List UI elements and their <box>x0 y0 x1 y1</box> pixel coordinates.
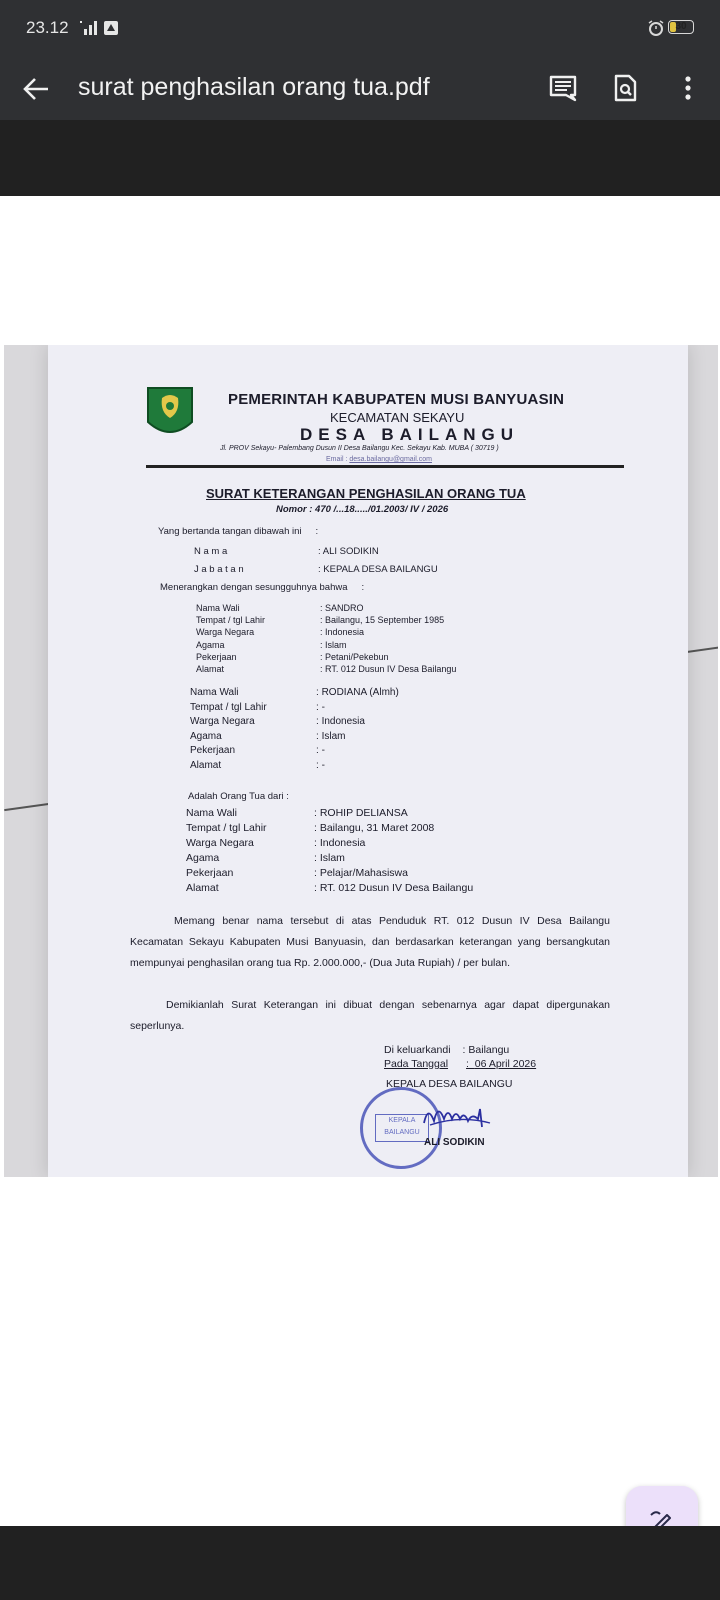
kop-email-value: desa.bailangu@gmail.com <box>349 456 432 463</box>
info-row <box>190 730 346 742</box>
info-value: : Bailangu, 31 Maret 2008 <box>314 822 435 834</box>
status-time: 23.12 <box>26 18 69 37</box>
regency-logo-icon <box>144 384 196 444</box>
info-label: Alamat <box>190 759 222 771</box>
info-value: : RODIANA (Almh) <box>316 687 399 698</box>
file-title: surat penghasilan orang tua.pdf <box>78 73 430 101</box>
info-label: Agama <box>196 639 225 650</box>
info-label: J a b a t a n <box>194 564 244 575</box>
info-row <box>196 639 347 650</box>
info-row <box>194 546 379 557</box>
info-label: Nama Wali <box>190 687 239 698</box>
declare-line: Menerangkan dengan sesungguhnya bahwa : <box>160 582 365 593</box>
info-label: Tempat / tgl Lahir <box>196 615 266 626</box>
kop-divider <box>146 465 624 468</box>
info-row <box>196 627 365 638</box>
back-arrow-icon[interactable] <box>20 75 52 103</box>
letter-title: SURAT KETERANGAN PENGHASILAN ORANG TUA <box>206 486 526 501</box>
battery-icon <box>668 20 694 34</box>
info-value: : RT. 012 Dusun IV Desa Bailangu <box>320 664 457 674</box>
info-row <box>186 822 435 834</box>
document-photo <box>4 345 718 1177</box>
kop-email <box>326 456 432 463</box>
child-intro: Adalah Orang Tua dari : <box>188 791 289 802</box>
info-value: : KEPALA DESA BAILANGU <box>318 564 438 575</box>
info-value: : SANDRO <box>320 603 364 613</box>
kop-address: Jl. PROV Sekayu- Palembang Dusun II Desa Bailangu Kec. Sekayu Kab. MUBA ( 30719 ) <box>220 445 499 452</box>
info-row <box>186 882 474 894</box>
info-value: : - <box>316 759 325 771</box>
kop-line-2: KECAMATAN SEKAYU <box>330 410 465 425</box>
date-line: Pada Tanggal : 06 April 2026 <box>384 1058 537 1070</box>
battery-level: 30 <box>675 21 687 32</box>
info-value: : - <box>316 701 325 713</box>
info-row <box>190 759 325 771</box>
letter-number: Nomor : 470 /...18...../01.2003/ IV / 2026 <box>276 504 449 515</box>
kop-line-1: PEMERINTAH KABUPATEN MUSI BANYUASIN <box>228 391 565 408</box>
info-label: Pekerjaan <box>190 745 236 756</box>
info-label: Agama <box>190 730 222 742</box>
info-label: Tempat / tgl Lahir <box>186 822 267 834</box>
info-row <box>196 651 389 662</box>
signature-icon <box>420 1101 504 1131</box>
kop-line-3: DESA BAILANGU <box>300 425 520 444</box>
alarm-icon <box>648 20 664 36</box>
info-value: : ROHIP DELIANSA <box>314 807 408 819</box>
info-value: : Bailangu, 15 September 1985 <box>320 615 445 626</box>
info-value: : Islam <box>316 730 346 742</box>
info-label: Pekerjaan <box>186 867 234 879</box>
drive-icon <box>104 21 118 35</box>
info-label: Warga Negara <box>190 716 255 727</box>
info-label: Tempat / tgl Lahir <box>190 701 267 713</box>
info-value: : Pelajar/Mahasiswa <box>314 867 408 879</box>
more-vert-icon[interactable] <box>676 73 706 103</box>
info-row <box>196 615 445 626</box>
info-row <box>186 852 345 864</box>
info-value: : Indonesia <box>316 716 365 727</box>
info-row <box>190 701 325 713</box>
find-in-page-icon[interactable] <box>610 73 640 103</box>
info-row <box>186 837 366 849</box>
stamp-text-1: KEPALA <box>388 1117 416 1124</box>
info-label: Alamat <box>186 882 219 894</box>
info-value: : Islam <box>314 852 345 864</box>
bottom-navigation-bar <box>0 1526 720 1600</box>
info-row <box>190 687 399 698</box>
info-row <box>186 807 408 819</box>
info-row <box>190 745 325 756</box>
info-label: N a m a <box>194 546 228 557</box>
letter-paragraph-1: Memang benar nama tersebut di atas Penduduk RT. 012 Dusun IV Desa Bailangu Kecamatan Sekayu Kabupaten Musi Banyuasin, dan berdasarkan keterangan yang bersangkutan mempunyai penghasilan orang tua Rp. 2.000.000,- (Dua Juta Rupiah) / per bulan. <box>130 915 610 969</box>
letter-content <box>48 345 688 1177</box>
stamp-text-2: BAILANGU <box>384 1129 420 1136</box>
status-bar <box>0 0 720 58</box>
info-label: Nama Wali <box>196 603 240 613</box>
info-label: Pekerjaan <box>196 651 237 662</box>
info-label: Alamat <box>196 664 225 674</box>
info-label: Agama <box>186 852 220 864</box>
letter-paper <box>48 345 688 1177</box>
issued-line: Di keluarkandi : Bailangu <box>384 1044 510 1056</box>
signer-position: KEPALA DESA BAILANGU <box>386 1078 513 1090</box>
info-row <box>196 664 457 674</box>
info-label: Nama Wali <box>186 807 237 819</box>
signer-name: ALI SODIKIN <box>424 1137 485 1148</box>
viewer-background <box>0 120 720 196</box>
kop-email-label: Email : <box>326 456 348 463</box>
comment-icon[interactable] <box>548 73 578 103</box>
info-value: : ALI SODIKIN <box>318 546 379 557</box>
info-row <box>194 564 438 575</box>
app-bar <box>0 58 720 120</box>
info-value: : Indonesia <box>314 837 366 849</box>
info-row <box>196 603 364 613</box>
info-row <box>186 867 408 879</box>
signal-icon <box>80 19 100 35</box>
letter-intro: Yang bertanda tangan dibawah ini : <box>158 526 319 537</box>
letter-paragraph-2: Demikianlah Surat Keterangan ini dibuat dengan sebenarnya agar dapat dipergunakan seperlunya. <box>130 999 610 1032</box>
info-value: : Petani/Pekebun <box>320 651 389 662</box>
info-row <box>190 716 365 727</box>
info-label: Warga Negara <box>186 837 254 849</box>
info-value: : - <box>316 745 325 756</box>
info-value: : RT. 012 Dusun IV Desa Bailangu <box>314 882 474 894</box>
info-value: : Indonesia <box>320 627 365 638</box>
info-label: Warga Negara <box>196 627 255 638</box>
info-value: : Islam <box>320 639 347 650</box>
